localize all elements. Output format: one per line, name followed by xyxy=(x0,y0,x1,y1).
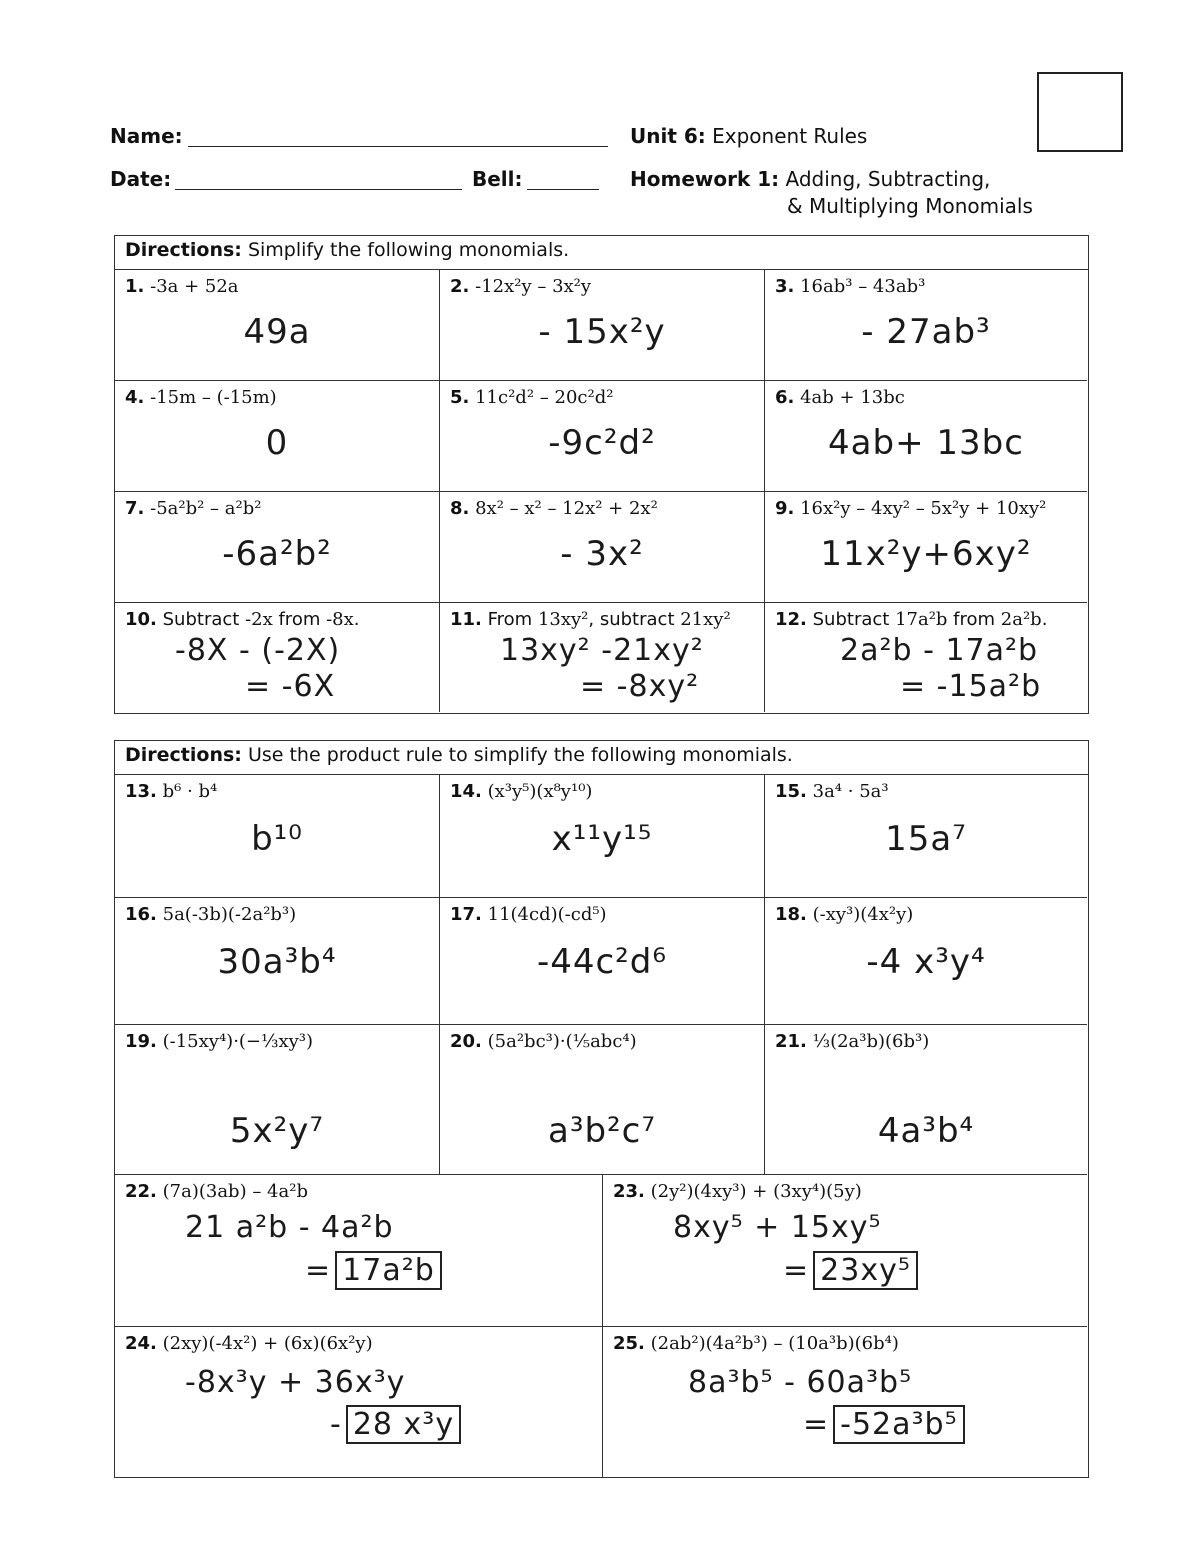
bell-label: Bell: xyxy=(472,167,523,191)
problem-cell-11 xyxy=(440,603,765,712)
score-box[interactable] xyxy=(1037,72,1123,152)
problem-number: 21. xyxy=(775,1031,807,1052)
problem-prompt xyxy=(775,498,1046,519)
problem-prompt xyxy=(613,1181,862,1202)
problem-prompt xyxy=(125,904,296,925)
equals-sign: - xyxy=(330,1407,342,1442)
problem-cell-23 xyxy=(603,1175,1087,1327)
problem-prompt xyxy=(125,276,239,297)
handwritten-work: 13xy² -21xy² xyxy=(500,633,704,668)
homework-heading: Homework 1: Adding, Subtracting, xyxy=(630,167,991,191)
problem-number: 18. xyxy=(775,904,807,925)
problem-prompt xyxy=(450,1031,637,1052)
handwritten-work: 8xy⁵ + 15xy⁵ xyxy=(673,1210,882,1245)
problem-cell-8 xyxy=(440,492,765,603)
problem-expression: -12x²y – 3x²y xyxy=(475,276,592,297)
handwritten-answer: b¹⁰ xyxy=(251,819,303,859)
problem-cell-3 xyxy=(765,270,1087,381)
problem-prompt xyxy=(125,498,261,519)
handwritten-answer: x¹¹y¹⁵ xyxy=(551,819,653,859)
handwritten-answer: - 3x² xyxy=(560,534,644,574)
problem-number: 17. xyxy=(450,904,482,925)
problem-prompt xyxy=(775,781,889,802)
problem-text: Subtract xyxy=(162,609,246,630)
boxed-final-answer xyxy=(783,1253,918,1288)
problem-expression: 16x²y – 4xy² – 5x²y + 10xy² xyxy=(800,498,1047,519)
handwritten-answer: 4ab+ 13bc xyxy=(828,423,1024,463)
problem-expression: (7a)(3ab) – 4a²b xyxy=(162,1181,308,1202)
problem-prompt xyxy=(450,904,607,925)
section-1 xyxy=(114,235,1089,714)
homework-subtitle: & Multiplying Monomials xyxy=(787,194,1033,218)
problem-number: 14. xyxy=(450,781,482,802)
problem-number: 11. xyxy=(450,609,482,630)
problem-expression: -2x xyxy=(245,609,273,630)
handwritten-answer: - 27ab³ xyxy=(861,312,991,352)
problem-expression: 21xy² xyxy=(680,609,731,630)
boxed-final-answer xyxy=(330,1407,461,1442)
problem-prompt xyxy=(613,1333,899,1354)
handwritten-answer: 11x²y+6xy² xyxy=(820,534,1032,574)
section-2 xyxy=(114,740,1089,1478)
handwritten-work: 8a³b⁵ - 60a³b⁵ xyxy=(688,1365,913,1400)
problem-expression: 8x² – x² – 12x² + 2x² xyxy=(475,498,658,519)
problem-expression: (-15xy⁴)·(−⅓xy³) xyxy=(162,1031,314,1052)
equals-sign: = xyxy=(305,1253,332,1288)
problem-prompt xyxy=(125,387,277,408)
problem-prompt xyxy=(125,609,360,630)
problem-expression: 4ab + 13bc xyxy=(800,387,905,408)
problem-expression: 5a(-3b)(-2a²b³) xyxy=(162,904,297,925)
handwritten-answer: - 15x²y xyxy=(538,312,666,352)
name-label: Name: xyxy=(110,124,183,148)
problem-number: 9. xyxy=(775,498,795,519)
problem-number: 2. xyxy=(450,276,470,297)
problem-expression: -8x xyxy=(326,609,354,630)
problem-prompt xyxy=(125,1333,373,1354)
handwritten-answer: -9c²d² xyxy=(548,423,656,463)
problem-number: 12. xyxy=(775,609,807,630)
problem-expression: ⅓(2a³b)(6b³) xyxy=(812,1031,930,1052)
problem-number: 6. xyxy=(775,387,795,408)
problem-expression: (2y²)(4xy³) + (3xy⁴)(5y) xyxy=(650,1181,862,1202)
problem-number: 5. xyxy=(450,387,470,408)
handwritten-answer: a³b²c⁷ xyxy=(548,1111,656,1151)
problem-cell-15 xyxy=(765,775,1087,898)
problem-cell-14 xyxy=(440,775,765,898)
problem-text: . xyxy=(353,609,360,630)
problem-prompt xyxy=(450,498,658,519)
problem-expression: (-xy³)(4x²y) xyxy=(812,904,914,925)
problem-text: , subtract xyxy=(588,609,681,630)
problem-expression: -15m – (-15m) xyxy=(150,387,277,408)
equals-sign: = xyxy=(783,1253,810,1288)
handwritten-answer: 0 xyxy=(265,423,289,463)
problem-number: 8. xyxy=(450,498,470,519)
problem-number: 3. xyxy=(775,276,795,297)
problem-expression: 17a²b xyxy=(895,609,948,630)
problem-expression: 3a⁴ · 5a³ xyxy=(812,781,889,802)
bell-field[interactable] xyxy=(527,189,599,190)
handwritten-answer: -4 x³y⁴ xyxy=(866,942,986,982)
handwritten-answer: 5x²y⁷ xyxy=(229,1111,325,1151)
problem-expression: (2ab²)(4a²b³) – (10a³b)(6b⁴) xyxy=(650,1333,899,1354)
date-label: Date: xyxy=(110,167,172,191)
problem-text: Subtract xyxy=(812,609,896,630)
problem-prompt xyxy=(775,609,1047,630)
problem-prompt xyxy=(775,276,925,297)
handwritten-answer: 15a⁷ xyxy=(885,819,967,859)
section-2-directions: Directions: Use the product rule to simplify the following monomials. xyxy=(115,741,1088,775)
final-answer-text: 17a²b xyxy=(335,1251,442,1290)
handwritten-answer: = -8xy² xyxy=(580,669,700,704)
problem-cell-20 xyxy=(440,1025,765,1175)
problem-cell-12 xyxy=(765,603,1087,712)
final-answer-text: -52a³b⁵ xyxy=(833,1405,964,1444)
handwritten-answer: 30a³b⁴ xyxy=(217,942,337,982)
problem-cell-5 xyxy=(440,381,765,492)
problem-cell-19 xyxy=(115,1025,440,1175)
problem-cell-6 xyxy=(765,381,1087,492)
name-field[interactable] xyxy=(188,146,608,147)
problem-expression: 16ab³ – 43ab³ xyxy=(800,276,926,297)
problem-cell-13 xyxy=(115,775,440,898)
problem-text: from xyxy=(272,609,327,630)
problem-number: 15. xyxy=(775,781,807,802)
problem-cell-1 xyxy=(115,270,440,381)
handwritten-answer: = -15a²b xyxy=(900,669,1042,704)
problem-cell-16 xyxy=(115,898,440,1025)
handwritten-work: 2a²b - 17a²b xyxy=(840,633,1039,668)
problem-cell-2 xyxy=(440,270,765,381)
problem-cell-10 xyxy=(115,603,440,712)
problem-expression: (x³y⁵)(x⁸y¹⁰) xyxy=(487,781,593,802)
problem-prompt xyxy=(775,904,913,925)
handwritten-answer: 4a³b⁴ xyxy=(877,1111,975,1151)
problem-cell-21 xyxy=(765,1025,1087,1175)
problem-cell-22 xyxy=(115,1175,603,1327)
handwritten-answer: 49a xyxy=(243,312,311,352)
problem-cell-25 xyxy=(603,1327,1087,1477)
handwritten-answer: = -6X xyxy=(245,669,336,704)
problem-number: 24. xyxy=(125,1333,157,1354)
problem-number: 4. xyxy=(125,387,145,408)
problem-text: from xyxy=(947,609,1001,630)
problem-prompt xyxy=(450,387,613,408)
problem-number: 16. xyxy=(125,904,157,925)
problem-number: 25. xyxy=(613,1333,645,1354)
problem-expression: 13xy² xyxy=(537,609,589,630)
problem-text: From xyxy=(487,609,538,630)
problem-expression: 11(4cd)(-cd⁵) xyxy=(487,904,607,925)
problem-expression: -5a²b² – a²b² xyxy=(150,498,262,519)
problem-expression: (2xy)(-4x²) + (6x)(6x²y) xyxy=(162,1333,373,1354)
problem-cell-24 xyxy=(115,1327,603,1477)
problem-expression: 2a²b xyxy=(1000,609,1042,630)
date-field[interactable] xyxy=(175,189,462,190)
problem-prompt xyxy=(450,781,592,802)
problem-number: 7. xyxy=(125,498,145,519)
problem-cell-17 xyxy=(440,898,765,1025)
problem-prompt xyxy=(775,1031,929,1052)
problem-expression: b⁶ · b⁴ xyxy=(162,781,218,802)
section-1-directions: Directions: Simplify the following monomials. xyxy=(115,236,1088,270)
final-answer-text: 28 x³y xyxy=(346,1405,461,1444)
handwritten-work: -8X - (-2X) xyxy=(175,633,341,668)
handwritten-work: -8x³y + 36x³y xyxy=(185,1365,406,1400)
problem-prompt xyxy=(125,1181,308,1202)
problem-number: 19. xyxy=(125,1031,157,1052)
problem-number: 10. xyxy=(125,609,157,630)
problem-expression: -3a + 52a xyxy=(150,276,239,297)
problem-number: 1. xyxy=(125,276,145,297)
problem-text: . xyxy=(1041,609,1048,630)
boxed-final-answer xyxy=(305,1253,442,1288)
equals-sign: = xyxy=(803,1407,830,1442)
problem-cell-7 xyxy=(115,492,440,603)
handwritten-answer: -44c²d⁶ xyxy=(536,942,668,982)
problem-prompt xyxy=(125,1031,313,1052)
problem-number: 23. xyxy=(613,1181,645,1202)
problem-number: 13. xyxy=(125,781,157,802)
problem-number: 20. xyxy=(450,1031,482,1052)
problem-prompt xyxy=(450,609,731,630)
handwritten-work: 21 a²b - 4a²b xyxy=(185,1210,394,1245)
problem-expression: (5a²bc³)·(⅕abc⁴) xyxy=(487,1031,637,1052)
boxed-final-answer xyxy=(803,1407,965,1442)
problem-number: 22. xyxy=(125,1181,157,1202)
problem-cell-9 xyxy=(765,492,1087,603)
final-answer-text: 23xy⁵ xyxy=(813,1251,918,1290)
problem-expression: 11c²d² – 20c²d² xyxy=(475,387,614,408)
problem-cell-4 xyxy=(115,381,440,492)
handwritten-answer: -6a²b² xyxy=(222,534,332,574)
problem-prompt xyxy=(775,387,905,408)
problem-prompt xyxy=(125,781,217,802)
unit-heading: Unit 6: Exponent Rules xyxy=(630,124,868,148)
problem-cell-18 xyxy=(765,898,1087,1025)
problem-prompt xyxy=(450,276,591,297)
